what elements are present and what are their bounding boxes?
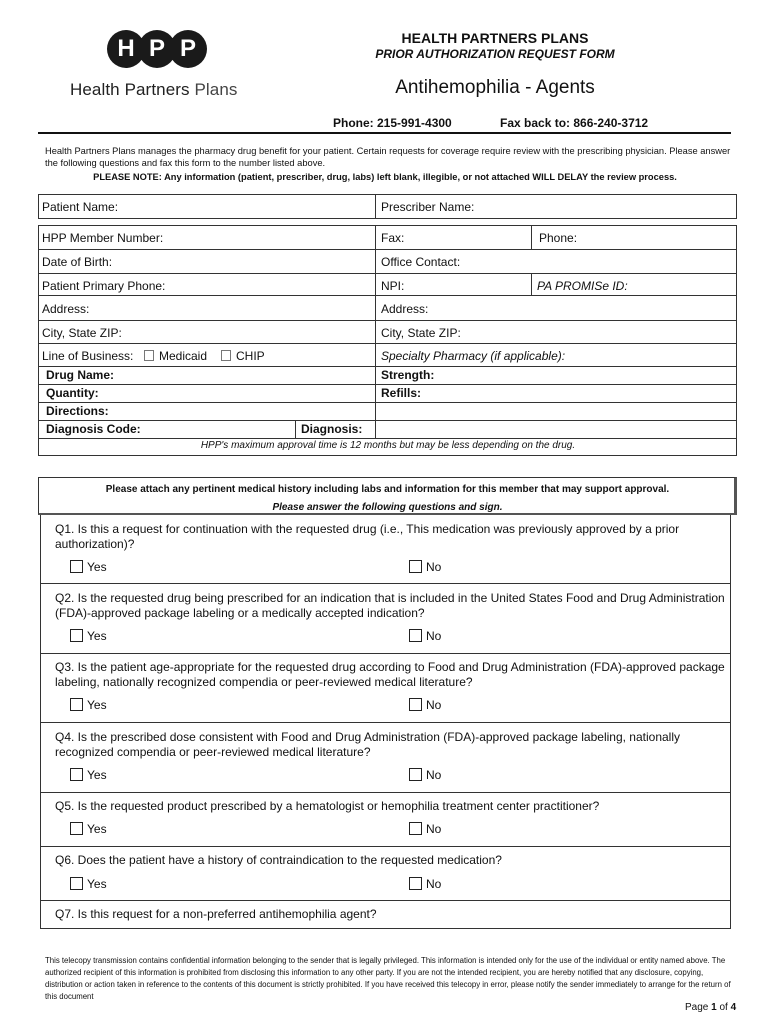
attach-notice-line2: Please answer the following questions and sign. — [272, 502, 503, 513]
intro-paragraph: Health Partners Plans manages the pharmacy drug benefit for your patient. Certain requests for coverage require review with the prescribing physician. Please answer the following questions and fax this form to the number listed above. — [45, 146, 731, 168]
quantity-field[interactable]: Quantity: — [46, 386, 99, 400]
question-2: Q2. Is the requested drug being prescribed for an indication that is included in the United States Food and Drug Administration (FDA)-approved package labeling or a medically accepted indication? — [55, 591, 725, 620]
q6-no-checkbox[interactable] — [409, 877, 422, 890]
info-grid-center-divider — [375, 225, 376, 438]
patient-address-field[interactable]: Address: — [42, 302, 90, 316]
contact-phone: Phone: 215-991-4300 — [333, 116, 452, 130]
q1-yes-checkbox[interactable] — [70, 560, 83, 573]
logo-name-light: Plans — [189, 80, 238, 99]
strength-field[interactable]: Strength: — [381, 368, 435, 382]
grid-line — [38, 384, 737, 385]
diagnosis-code-field[interactable]: Diagnosis Code: — [46, 422, 141, 436]
grid-line — [38, 273, 737, 274]
member-number-field[interactable]: HPP Member Number: — [42, 231, 164, 245]
office-contact-field[interactable]: Office Contact: — [381, 255, 461, 269]
logo-letter-p1: P — [138, 30, 176, 68]
grid-line — [38, 455, 737, 456]
form-title: PRIOR AUTHORIZATION REQUEST FORM — [375, 47, 615, 61]
grid-line — [38, 366, 737, 367]
question-3: Q3. Is the patient age-appropriate for the requested drug according to Food and Drug Administration (FDA)-approved package labeling, nationally recognized compendia or peer-reviewed medical literature? — [55, 660, 725, 689]
question-divider — [40, 792, 731, 793]
question-1: Q1. Is this a request for continuation with the requested drug (i.e., This medication was previously approved by a prior authorization)? — [55, 522, 680, 551]
q3-no-label: No — [426, 698, 442, 712]
q4-yes-label: Yes — [87, 768, 107, 782]
refills-field[interactable]: Refills: — [381, 386, 422, 400]
diagnosis-divider — [295, 420, 296, 438]
chip-checkbox[interactable] — [221, 350, 231, 361]
confidentiality-disclaimer: This telecopy transmission contains confidential information belonging to the sender that is legally privileged. This information is intended only for the use of the individual or entity named above. The authorized recipient of this information is prohibited from disclosing this information to any other party. If you are not the intended recipient, you are hereby notified that any disclosure, copying, distribution or action taken in reference to the contents of this document is strictly prohibited. If you have received this telecopy in error, please notify the sender immediately to arrange for the return of this document — [45, 956, 731, 1001]
grid-line — [38, 438, 737, 439]
npi-field[interactable]: NPI: — [381, 279, 405, 293]
q1-no-checkbox[interactable] — [409, 560, 422, 573]
q5-no-checkbox[interactable] — [409, 822, 422, 835]
logo-name-bold: Health Partners — [70, 80, 190, 99]
specialty-pharmacy-field[interactable]: Specialty Pharmacy (if applicable): — [381, 349, 566, 363]
approval-time-note: HPP's maximum approval time is 12 months but may be less depending on the drug. — [200, 440, 576, 451]
pa-promise-field[interactable]: PA PROMISe ID: — [537, 279, 628, 293]
header-divider — [38, 132, 731, 134]
logo-letter-p2: P — [169, 30, 207, 68]
q5-yes-checkbox[interactable] — [70, 822, 83, 835]
page-current: 1 — [711, 1002, 717, 1013]
grid-line — [38, 320, 737, 321]
medicaid-checkbox[interactable] — [144, 350, 154, 361]
logo-letter-h: H — [107, 30, 145, 68]
contact-fax: Fax back to: 866-240-3712 — [500, 116, 649, 130]
q6-yes-checkbox[interactable] — [70, 877, 83, 890]
please-note: PLEASE NOTE: Any information (patient, prescriber, drug, labs) left blank, illegible, or not attached WILL DELAY the review process. — [93, 172, 677, 182]
prescriber-phone-field[interactable]: Phone: — [539, 231, 578, 245]
patient-phone-field[interactable]: Patient Primary Phone: — [42, 279, 166, 293]
drug-class-title: Antihemophilia - Agents — [395, 77, 595, 98]
question-6: Q6. Does the patient have a history of contraindication to the requested medication? — [55, 853, 502, 867]
grid-line — [38, 249, 737, 250]
q1-no-label: No — [426, 560, 442, 574]
page-total: 4 — [730, 1002, 737, 1013]
npi-promise-divider — [531, 273, 532, 295]
q3-yes-checkbox[interactable] — [70, 698, 83, 711]
question-divider — [40, 846, 731, 847]
question-5: Q5. Is the requested product prescribed by a hematologist or hemophilia treatment center practitioner? — [55, 799, 600, 813]
q5-no-label: No — [426, 822, 442, 836]
dob-field[interactable]: Date of Birth: — [42, 255, 113, 269]
question-divider — [40, 583, 731, 584]
logo-wordmark — [70, 80, 237, 100]
q2-no-label: No — [426, 629, 442, 643]
q2-yes-label: Yes — [87, 629, 107, 643]
q3-no-checkbox[interactable] — [409, 698, 422, 711]
question-7: Q7. Is this request for a non-preferred antihemophilia agent? — [55, 907, 377, 921]
q6-yes-label: Yes — [87, 877, 107, 891]
question-divider — [40, 900, 731, 901]
fax-phone-divider — [531, 225, 532, 249]
q5-yes-label: Yes — [87, 822, 107, 836]
q2-yes-checkbox[interactable] — [70, 629, 83, 642]
grid-line — [38, 402, 737, 403]
question-divider — [40, 928, 731, 929]
grid-line — [38, 295, 737, 296]
patient-name-field[interactable]: Patient Name: — [42, 200, 119, 214]
attach-notice-line1: Please attach any pertinent medical history including labs and information for this member that may support approval. — [105, 484, 670, 495]
page-number — [685, 1002, 736, 1013]
q1-yes-label: Yes — [87, 560, 107, 574]
question-divider — [40, 722, 731, 723]
prescriber-fax-field[interactable]: Fax: — [381, 231, 405, 245]
question-4: Q4. Is the prescribed dose consistent with Food and Drug Administration (FDA)-approved package labeling, nationally recognized compendia or peer-reviewed medical literature? — [55, 730, 681, 759]
diagnosis-field[interactable]: Diagnosis: — [301, 422, 363, 436]
question-divider — [40, 653, 731, 654]
q6-no-label: No — [426, 877, 442, 891]
page-of: of — [716, 1002, 731, 1013]
grid-line — [38, 420, 737, 421]
prescriber-name-field[interactable]: Prescriber Name: — [381, 200, 475, 214]
q4-no-checkbox[interactable] — [409, 768, 422, 781]
chip-label: CHIP — [236, 349, 265, 363]
q2-no-checkbox[interactable] — [409, 629, 422, 642]
line-of-business-label: Line of Business: — [42, 349, 134, 363]
q4-yes-checkbox[interactable] — [70, 768, 83, 781]
directions-field[interactable]: Directions: — [46, 404, 109, 418]
grid-line — [38, 343, 737, 344]
prescriber-city-field[interactable]: City, State ZIP: — [381, 326, 461, 340]
name-row-divider — [375, 194, 376, 219]
medicaid-label: Medicaid — [159, 349, 208, 363]
form-org-title: HEALTH PARTNERS PLANS — [401, 30, 589, 46]
page-prefix: Page — [685, 1002, 712, 1013]
q4-no-label: No — [426, 768, 442, 782]
drug-name-field[interactable]: Drug Name: — [46, 368, 115, 382]
prescriber-address-field[interactable]: Address: — [381, 302, 429, 316]
patient-city-field[interactable]: City, State ZIP: — [42, 326, 122, 340]
q3-yes-label: Yes — [87, 698, 107, 712]
